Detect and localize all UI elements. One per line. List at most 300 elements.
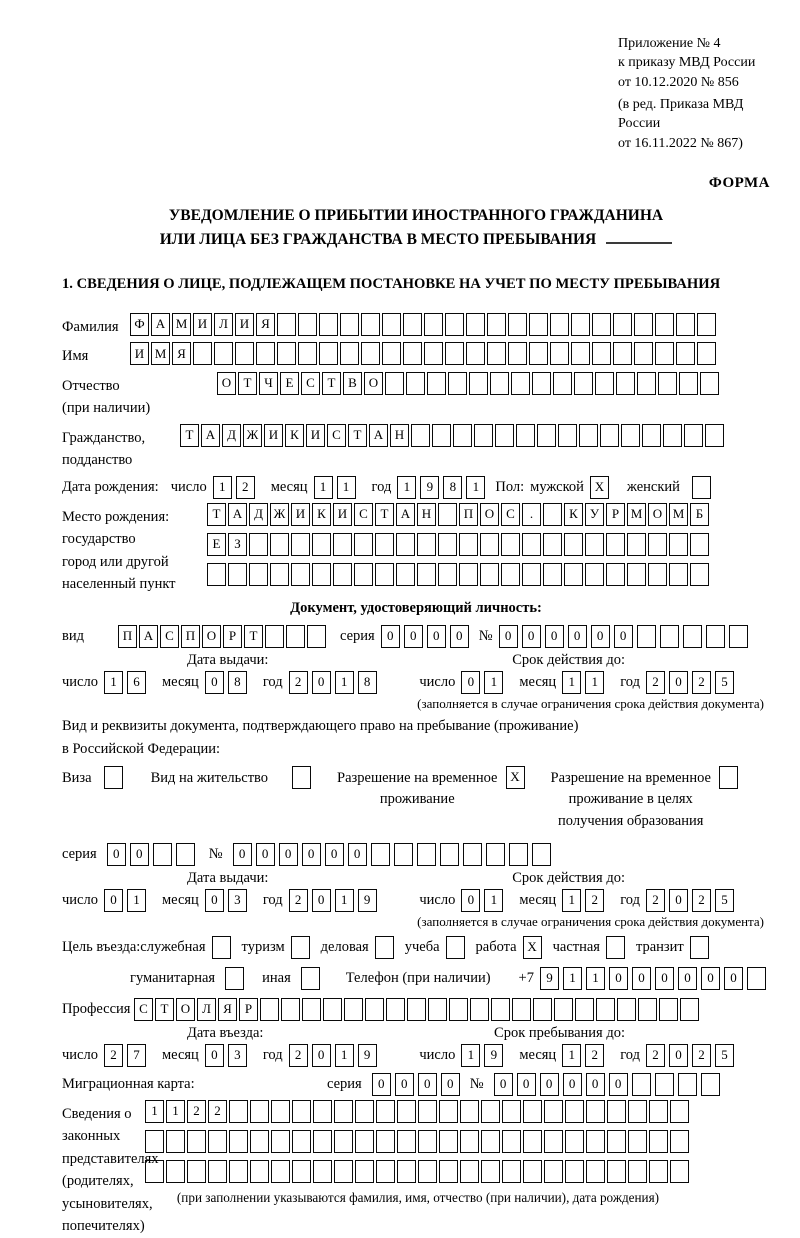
char-box: 0 (614, 625, 633, 648)
patronymic-row (62, 372, 770, 420)
char-box (501, 533, 520, 556)
char-box: 8 (358, 671, 377, 694)
checkbox (292, 766, 311, 789)
char-box: 0 (205, 1044, 224, 1067)
char-box: 0 (279, 843, 298, 866)
char-box: 9 (358, 889, 377, 912)
char-box: 0 (632, 967, 651, 990)
char-box (660, 625, 679, 648)
stay-year-boxes (646, 1044, 738, 1067)
purpose-business-checkbox (375, 936, 396, 959)
purpose-humanitarian-label: гуманитарная (130, 969, 216, 986)
char-box (544, 1100, 563, 1123)
char-box (544, 1130, 563, 1153)
char-box: Я (218, 998, 237, 1021)
char-box (361, 313, 380, 336)
char-box: 1 (335, 889, 354, 912)
char-box (449, 998, 468, 1021)
char-box (481, 1160, 500, 1183)
char-box (459, 533, 478, 556)
legal-reps-label-line-4: (родителях, (62, 1173, 134, 1190)
citizenship-row (62, 424, 770, 472)
char-box: 0 (499, 625, 518, 648)
char-box (648, 533, 667, 556)
char-box: 0 (669, 1044, 688, 1067)
char-box: У (585, 503, 604, 526)
char-box (729, 625, 748, 648)
purpose-work-checkbox (523, 936, 544, 959)
char-box (424, 342, 443, 365)
char-box (470, 998, 489, 1021)
residence-doc-number-boxes (233, 843, 555, 866)
entry-stay-dates-row (62, 1044, 770, 1067)
issue-year-boxes (289, 671, 381, 694)
section1-heading: 1. СВЕДЕНИЯ О ЛИЦЕ, ПОДЛЕЖАЩЕМ ПОСТАНОВКЕ НА УЧЕТ ПО МЕСТУ ПРЕБЫВАНИЯ (62, 275, 721, 292)
char-box (418, 1130, 437, 1153)
char-box: 0 (130, 843, 149, 866)
char-box (574, 372, 593, 395)
surname-label: Фамилия (62, 318, 119, 335)
purpose-tourism-checkbox (291, 936, 312, 959)
char-box (632, 1073, 651, 1096)
char-box: Н (417, 503, 436, 526)
residence-doc-valid-note: (заполняется в случае ограничения срока действия документа) (417, 913, 764, 929)
char-box (511, 372, 530, 395)
char-box (166, 1130, 185, 1153)
char-box (382, 313, 401, 336)
char-box: 9 (420, 476, 439, 499)
char-box: 2 (236, 476, 255, 499)
amendment-line-2: от 16.11.2022 № 867) (618, 135, 743, 151)
char-box: 0 (609, 1073, 628, 1096)
char-box (354, 563, 373, 586)
checkbox (301, 967, 320, 990)
char-box: Я (256, 313, 275, 336)
char-box (334, 1100, 353, 1123)
char-box: Т (322, 372, 341, 395)
char-box (649, 1130, 668, 1153)
char-box (537, 424, 556, 447)
char-box: 0 (461, 889, 480, 912)
surname-row (62, 313, 770, 338)
char-box: 0 (522, 625, 541, 648)
char-box: 1 (585, 671, 604, 694)
birth-year-boxes (397, 476, 489, 499)
char-box: 3 (228, 889, 247, 912)
legal-reps-note: (при заполнении указываются фамилия, имя, отчество (при наличии), дата рождения) (176, 1189, 660, 1205)
char-box (313, 1160, 332, 1183)
valid-month-label: месяц (519, 673, 557, 690)
char-box: Н (390, 424, 409, 447)
char-box: Е (280, 372, 299, 395)
char-box (634, 342, 653, 365)
entry-day-label: число (62, 1046, 98, 1063)
char-box (627, 533, 646, 556)
char-box: И (264, 424, 283, 447)
char-box (607, 1160, 626, 1183)
legal-reps-label-line-6: попечителях) (62, 1218, 145, 1235)
temp-residence-checkbox (498, 766, 527, 789)
char-box: С (301, 372, 320, 395)
purpose-humanitarian-checkbox (225, 967, 246, 990)
char-box (522, 533, 541, 556)
char-box: 0 (381, 625, 400, 648)
char-box (417, 533, 436, 556)
purpose-transit (636, 936, 711, 959)
char-box: 1 (213, 476, 232, 499)
char-box (613, 342, 632, 365)
issue-month-label: месяц (161, 673, 199, 690)
purpose-business-label: деловая (320, 938, 369, 955)
char-box (523, 1100, 542, 1123)
char-box: 1 (484, 889, 503, 912)
char-box (516, 424, 535, 447)
char-box (432, 424, 451, 447)
char-box: М (669, 503, 688, 526)
char-box (697, 342, 716, 365)
citizenship-boxes (180, 424, 726, 447)
legal-reps-label-line-3: представителях (62, 1150, 159, 1167)
birth-place-label (62, 503, 207, 596)
legal-reps-label-line-2: законных (62, 1128, 121, 1145)
char-box (382, 342, 401, 365)
residence-doc-issue-heading: Дата выдачи: (187, 869, 269, 886)
char-box: Ж (270, 503, 289, 526)
char-box (502, 1100, 521, 1123)
stay-day-label: число (419, 1046, 456, 1063)
res-valid-year-label: год (620, 891, 640, 908)
char-box: 0 (655, 967, 674, 990)
char-box (607, 1130, 626, 1153)
char-box (502, 1160, 521, 1183)
char-box (260, 998, 279, 1021)
char-box: Т (375, 503, 394, 526)
migration-card-number-boxes (494, 1073, 724, 1096)
char-box (417, 563, 436, 586)
char-box (228, 563, 247, 586)
char-box: 0 (348, 843, 367, 866)
char-box (340, 313, 359, 336)
char-box (529, 313, 548, 336)
char-box (386, 998, 405, 1021)
char-box: 1 (104, 671, 123, 694)
res-valid-day-label: число (419, 891, 456, 908)
char-box: 3 (228, 1044, 247, 1067)
char-box (166, 1160, 185, 1183)
char-box (585, 533, 604, 556)
char-box: 1 (562, 1044, 581, 1067)
purpose-other-checkbox (301, 967, 322, 990)
legal-reps-label-line-5: усыновителях, (62, 1195, 153, 1212)
char-box (616, 372, 635, 395)
entry-month-label: месяц (161, 1046, 199, 1063)
checkbox: X (506, 766, 525, 789)
char-box: 0 (441, 1073, 460, 1096)
char-box: И (193, 313, 212, 336)
char-box: 2 (187, 1100, 206, 1123)
entry-stay-headings (62, 1025, 770, 1042)
char-box (229, 1130, 248, 1153)
char-box (418, 1100, 437, 1123)
profession-label: Профессия (62, 1000, 131, 1017)
char-box (313, 1130, 332, 1153)
residence-doc-series-label: серия (62, 845, 97, 862)
temp-residence-education-label (551, 766, 711, 833)
char-box (564, 563, 583, 586)
char-box (334, 1160, 353, 1183)
char-box: 0 (107, 843, 126, 866)
char-box: 0 (586, 1073, 605, 1096)
sex-label: Пол: (495, 478, 525, 495)
sex-male-checkbox (590, 476, 611, 499)
purpose-study (405, 936, 467, 959)
purpose-transit-label: транзит (635, 938, 684, 955)
char-box (596, 998, 615, 1021)
char-box: 1 (466, 476, 485, 499)
char-box: А (151, 313, 170, 336)
char-box: 0 (540, 1073, 559, 1096)
identity-doc-row (62, 625, 770, 648)
char-box (466, 342, 485, 365)
stay-year-label: год (620, 1046, 640, 1063)
valid-day-boxes (461, 671, 507, 694)
char-box: 0 (563, 1073, 582, 1096)
char-box: Л (214, 313, 233, 336)
char-box (606, 533, 625, 556)
identity-doc-valid-heading: Срок действия до: (512, 651, 625, 668)
appendix-line-3: от 10.12.2020 № 856 (618, 74, 739, 90)
char-box: 0 (233, 843, 252, 866)
char-box: 2 (585, 889, 604, 912)
char-box: 0 (302, 843, 321, 866)
char-box (690, 533, 709, 556)
char-box (333, 533, 352, 556)
char-box (490, 372, 509, 395)
char-box (270, 533, 289, 556)
char-box (533, 998, 552, 1021)
char-box: П (118, 625, 137, 648)
checkbox (212, 936, 231, 959)
char-box (298, 342, 317, 365)
birth-place-label-line-2: государство (62, 531, 136, 548)
identity-doc-issue-date (62, 671, 381, 694)
char-box (676, 313, 695, 336)
temp-residence-label-line-2: проживание (379, 791, 455, 808)
char-box: К (312, 503, 331, 526)
char-box: 9 (358, 1044, 377, 1067)
residence-doc-line-1: Вид и реквизиты документа, подтверждающего право на пребывание (проживание) (62, 717, 579, 734)
purpose-study-label: учеба (404, 938, 440, 955)
char-box: О (217, 372, 236, 395)
char-box (281, 998, 300, 1021)
purpose-private-label: частная (552, 938, 600, 955)
char-box (394, 843, 413, 866)
char-box: Б (690, 503, 709, 526)
birth-day-boxes (213, 476, 259, 499)
char-box: 1 (461, 1044, 480, 1067)
char-box: 1 (314, 476, 333, 499)
char-box: 0 (312, 1044, 331, 1067)
char-box: М (627, 503, 646, 526)
char-box (396, 563, 415, 586)
char-box: П (459, 503, 478, 526)
entry-year-boxes (289, 1044, 381, 1067)
char-box (344, 998, 363, 1021)
char-box (334, 1130, 353, 1153)
birth-place-row-3 (207, 563, 711, 586)
char-box (403, 342, 422, 365)
char-box (207, 563, 226, 586)
temp-residence-education-checkbox (711, 766, 740, 789)
char-box (523, 1130, 542, 1153)
issue-year-label: год (262, 673, 283, 690)
char-box (571, 313, 590, 336)
char-box: Т (348, 424, 367, 447)
residence-doc-valid-heading: Срок действия до: (512, 869, 625, 886)
char-box: 0 (450, 625, 469, 648)
char-box (565, 1130, 584, 1153)
stay-month-boxes (562, 1044, 608, 1067)
residence-doc-date-headings (62, 870, 770, 887)
char-box: М (151, 342, 170, 365)
char-box: И (130, 342, 149, 365)
char-box: Ф (130, 313, 149, 336)
char-box (376, 1130, 395, 1153)
patronymic-label-line-1: Отчество (62, 377, 120, 394)
char-box (292, 1100, 311, 1123)
char-box (375, 563, 394, 586)
char-box (250, 1130, 269, 1153)
char-box (235, 342, 254, 365)
temp-residence-education-label-line-1: Разрешение на временное (550, 769, 711, 786)
char-box: А (369, 424, 388, 447)
char-box (606, 563, 625, 586)
char-box (397, 1100, 416, 1123)
res-valid-month-label: месяц (519, 891, 557, 908)
char-box: 2 (289, 889, 308, 912)
amendment-line-1: (в ред. Приказа МВД России (618, 96, 744, 132)
identity-doc-type-label: вид (62, 627, 84, 644)
char-box: П (181, 625, 200, 648)
phone-prefix: +7 (518, 969, 534, 986)
checkbox: X (523, 936, 542, 959)
char-box (586, 1130, 605, 1153)
identity-doc-heading: Документ, удостоверяющий личность: (290, 599, 542, 616)
char-box (508, 342, 527, 365)
char-box: 0 (701, 967, 720, 990)
char-box: 2 (289, 1044, 308, 1067)
char-box (474, 424, 493, 447)
char-box: Ч (259, 372, 278, 395)
char-box (313, 1100, 332, 1123)
char-box (292, 1160, 311, 1183)
stay-day-boxes (461, 1044, 507, 1067)
res-issue-year-label: год (262, 891, 283, 908)
char-box: Д (222, 424, 241, 447)
issue-day-label: число (62, 673, 98, 690)
char-box: О (364, 372, 383, 395)
checkbox (719, 766, 738, 789)
char-box (418, 1160, 437, 1183)
char-box: К (564, 503, 583, 526)
legal-representatives-label (62, 1100, 159, 1238)
char-box (571, 342, 590, 365)
migration-card-series-label: серия (327, 1075, 362, 1092)
char-box: Р (606, 503, 625, 526)
char-box: З (228, 533, 247, 556)
char-box (385, 372, 404, 395)
birth-place-label-line-3: город или другой (62, 553, 169, 570)
char-box: 0 (395, 1073, 414, 1096)
birth-place-box-rows (207, 503, 711, 593)
birth-place-row-1 (207, 503, 711, 526)
legal-representatives-block (62, 1100, 770, 1238)
residence-permit-option (151, 766, 313, 790)
char-box (683, 625, 702, 648)
char-box (187, 1130, 206, 1153)
purpose-official-checkbox (212, 936, 233, 959)
char-box (481, 1100, 500, 1123)
char-box: 1 (166, 1100, 185, 1123)
char-box (543, 563, 562, 586)
char-box: 9 (484, 1044, 503, 1067)
residence-doc-options-row (62, 766, 770, 833)
char-box (460, 1160, 479, 1183)
char-box (145, 1160, 164, 1183)
birth-date-label: Дата рождения: (62, 478, 159, 495)
char-box (193, 342, 212, 365)
char-box (501, 563, 520, 586)
char-box (592, 342, 611, 365)
char-box: 0 (312, 671, 331, 694)
char-box: О (480, 503, 499, 526)
char-box (439, 1130, 458, 1153)
char-box: 0 (517, 1073, 536, 1096)
form-title-line-2-text: ИЛИ ЛИЦА БЕЗ ГРАЖДАНСТВА В МЕСТО ПРЕБЫВАНИЯ (159, 230, 597, 248)
stay-until-group (419, 1044, 738, 1067)
purpose-tourism (242, 936, 312, 959)
char-box (427, 372, 446, 395)
char-box (463, 843, 482, 866)
char-box (544, 1160, 563, 1183)
char-box: 2 (646, 889, 665, 912)
checkbox (225, 967, 244, 990)
char-box: С (134, 998, 153, 1021)
char-box (448, 372, 467, 395)
char-box: 9 (540, 967, 559, 990)
char-box (532, 843, 551, 866)
char-box (579, 424, 598, 447)
form-title-line-1: УВЕДОМЛЕНИЕ О ПРИБЫТИИ ИНОСТРАННОГО ГРАЖДАНИНА (168, 206, 664, 224)
checkbox (606, 936, 625, 959)
given-name-row (62, 342, 770, 367)
checkbox (375, 936, 394, 959)
patronymic-boxes (217, 372, 721, 395)
char-box: 5 (715, 1044, 734, 1067)
char-box (705, 424, 724, 447)
char-box (628, 1130, 647, 1153)
char-box: 2 (646, 1044, 665, 1067)
char-box (396, 533, 415, 556)
char-box (229, 1160, 248, 1183)
char-box (355, 1130, 374, 1153)
char-box: 5 (715, 889, 734, 912)
char-box: И (306, 424, 325, 447)
char-box: Л (197, 998, 216, 1021)
checkbox: X (590, 476, 609, 499)
char-box: А (396, 503, 415, 526)
char-box: Р (223, 625, 242, 648)
